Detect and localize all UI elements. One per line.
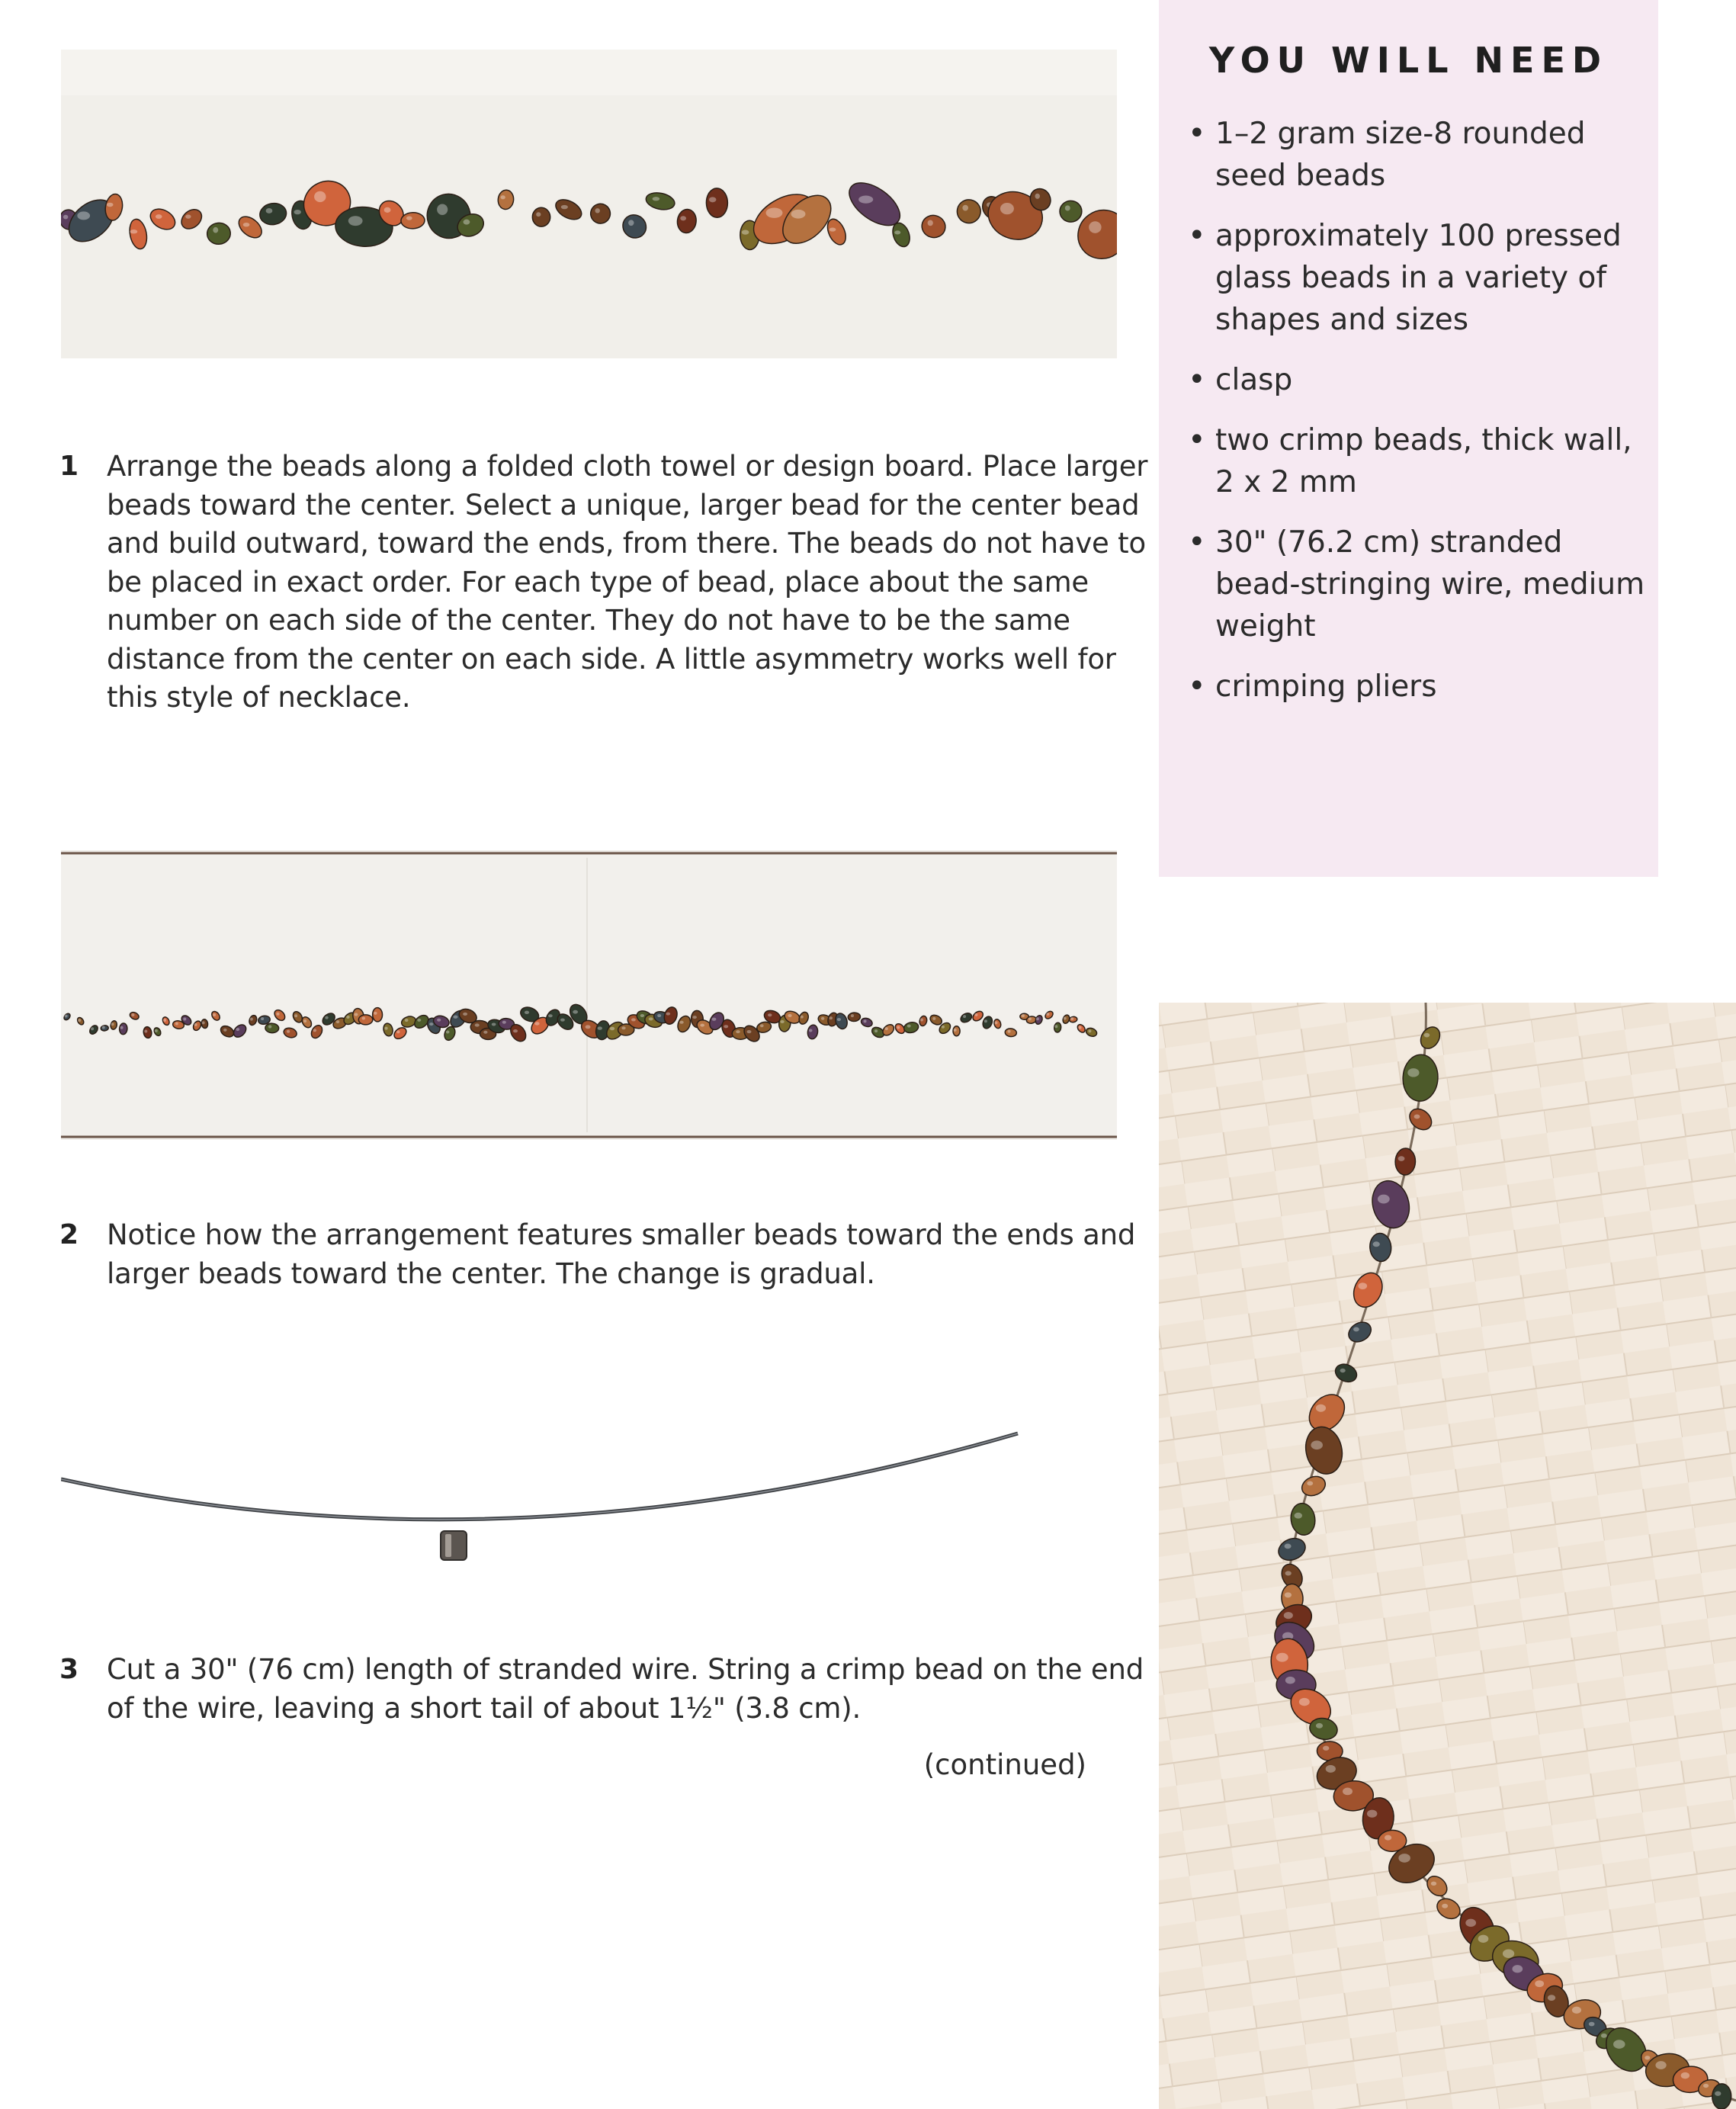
bead-highlight bbox=[984, 1019, 987, 1022]
bead-highlight bbox=[1340, 1369, 1346, 1372]
bead-highlight bbox=[700, 1024, 704, 1027]
bead-highlight bbox=[1442, 1904, 1448, 1908]
bead-highlight bbox=[1681, 2072, 1689, 2079]
bead-highlight bbox=[1424, 1033, 1430, 1038]
bead bbox=[265, 1023, 279, 1033]
bead-highlight bbox=[1378, 1195, 1390, 1204]
bead-highlight bbox=[1285, 1571, 1292, 1575]
bead-highlight bbox=[464, 220, 470, 225]
bead-highlight bbox=[894, 230, 900, 234]
continued-label: (continued) bbox=[923, 1748, 1086, 1781]
bead-highlight bbox=[631, 1018, 636, 1021]
bead-highlight bbox=[156, 214, 162, 219]
bead-highlight bbox=[77, 211, 90, 220]
bead-highlight bbox=[709, 197, 717, 202]
bead-highlight bbox=[692, 1016, 697, 1019]
bead-highlight bbox=[1276, 1653, 1288, 1662]
bead bbox=[401, 212, 425, 229]
bead-highlight bbox=[111, 1022, 114, 1026]
bead-highlight bbox=[261, 1017, 264, 1020]
bead-highlight bbox=[1295, 1513, 1302, 1519]
bead-highlight bbox=[475, 1023, 480, 1026]
bead-highlight bbox=[1601, 2034, 1607, 2038]
bead-highlight bbox=[463, 1013, 467, 1016]
bead-highlight bbox=[336, 1020, 340, 1023]
bead-highlight bbox=[1343, 1788, 1353, 1796]
bead-highlight bbox=[144, 1029, 147, 1032]
bead bbox=[1712, 2083, 1731, 2109]
bead-highlight bbox=[501, 195, 505, 199]
bead-highlight bbox=[1645, 2056, 1650, 2059]
bead-highlight bbox=[1323, 1746, 1329, 1751]
bead-highlight bbox=[1079, 1026, 1082, 1029]
bead-highlight bbox=[483, 1031, 487, 1034]
bead-highlight bbox=[453, 1016, 457, 1019]
bead-highlight bbox=[346, 1016, 350, 1019]
bead-highlight bbox=[1465, 1919, 1476, 1927]
bead-highlight bbox=[1655, 2061, 1666, 2069]
bead-highlight bbox=[679, 1021, 683, 1024]
bead-highlight bbox=[680, 216, 686, 220]
bead-highlight bbox=[640, 1014, 644, 1017]
supply-item: • clasp bbox=[1188, 359, 1645, 401]
bead-highlight bbox=[736, 1030, 740, 1033]
bead-highlight bbox=[657, 1014, 661, 1017]
bead-highlight bbox=[858, 196, 873, 204]
bead-highlight bbox=[374, 1012, 377, 1015]
bead-highlight bbox=[1503, 1949, 1514, 1957]
bead-highlight bbox=[268, 1026, 271, 1029]
bead bbox=[532, 207, 551, 227]
bead-highlight bbox=[954, 1029, 957, 1032]
bead-highlight bbox=[932, 1017, 935, 1020]
supply-item: • approximately 100 pressed glass beads in a variety of shapes and sizes bbox=[1188, 215, 1645, 341]
bead-highlight bbox=[724, 1025, 728, 1028]
bead-highlight bbox=[91, 1027, 94, 1030]
bead-highlight bbox=[354, 1013, 358, 1016]
bead-highlight bbox=[573, 1010, 578, 1014]
bead bbox=[373, 1007, 383, 1022]
bead-highlight bbox=[649, 1017, 653, 1020]
bead bbox=[1395, 1148, 1416, 1176]
bead-highlight bbox=[78, 1019, 81, 1022]
bead-highlight bbox=[974, 1013, 977, 1016]
bead-highlight bbox=[202, 1021, 205, 1024]
bead-highlight bbox=[829, 1016, 833, 1019]
bead-highlight bbox=[1035, 194, 1040, 199]
bead-highlight bbox=[711, 1018, 716, 1021]
bead-highlight bbox=[1307, 1481, 1313, 1485]
bead-highlight bbox=[406, 216, 412, 220]
bead-highlight bbox=[405, 1019, 409, 1022]
bead-highlight bbox=[384, 1027, 387, 1030]
bead-highlight bbox=[1715, 2091, 1721, 2096]
bead-highlight bbox=[1572, 2007, 1581, 2014]
supply-item: • crimping pliers bbox=[1188, 666, 1645, 708]
bead-highlight bbox=[1385, 1835, 1391, 1841]
step-number: 1 bbox=[59, 451, 79, 482]
bead-highlight bbox=[586, 1025, 591, 1029]
bead-highlight bbox=[1285, 1592, 1292, 1597]
bead-highlight bbox=[928, 220, 933, 226]
bead-highlight bbox=[102, 1026, 105, 1029]
bead-highlight bbox=[801, 1016, 804, 1019]
step-text: Notice how the arrangement features smaller beads toward the ends and larger beads toward the center. The change is gradual. bbox=[107, 1218, 1136, 1290]
bead-highlight bbox=[446, 1031, 450, 1034]
bead-highlight bbox=[548, 1014, 553, 1017]
bead-highlight bbox=[1070, 1017, 1073, 1020]
bead-highlight bbox=[666, 1013, 670, 1016]
supply-list bbox=[1188, 113, 1645, 726]
bead-highlight bbox=[963, 1015, 966, 1018]
bead-highlight bbox=[1054, 1025, 1057, 1028]
bead-highlight bbox=[1478, 1935, 1489, 1943]
bead-highlight bbox=[760, 1024, 764, 1027]
bead-highlight bbox=[1064, 1016, 1067, 1019]
bead-highlight bbox=[1046, 1013, 1049, 1016]
bead-highlight bbox=[628, 220, 634, 226]
bead-highlight bbox=[534, 1022, 539, 1025]
bead-highlight bbox=[1613, 2040, 1625, 2049]
bead-highlight bbox=[536, 212, 541, 217]
bead-highlight bbox=[768, 1013, 772, 1016]
bead-highlight bbox=[1311, 1440, 1323, 1449]
bead-highlight bbox=[131, 1013, 134, 1016]
bead-highlight bbox=[175, 1022, 178, 1025]
bead-highlight bbox=[788, 1014, 791, 1017]
bead-highlight bbox=[1285, 1544, 1292, 1549]
bead-highlight bbox=[361, 1016, 365, 1019]
bead-highlight bbox=[1022, 1014, 1025, 1017]
bead-highlight bbox=[1316, 1404, 1326, 1412]
supply-item: • 30" (76.2 cm) stranded bead-stringing wire, medium weight bbox=[1188, 522, 1645, 647]
bead-highlight bbox=[885, 1027, 888, 1030]
bead-highlight bbox=[513, 1029, 518, 1032]
bead-highlight bbox=[1036, 1017, 1039, 1020]
bead-highlight bbox=[1548, 1995, 1555, 2001]
bead-highlight bbox=[185, 214, 191, 218]
bead-highlight bbox=[747, 1030, 752, 1033]
bead-highlight bbox=[610, 1027, 614, 1031]
bead-highlight bbox=[223, 1029, 227, 1032]
you-will-need-panel bbox=[1159, 0, 1658, 877]
bead-highlight bbox=[621, 1026, 625, 1029]
bead-highlight bbox=[851, 1014, 854, 1017]
photo-bead-closeup bbox=[61, 50, 1117, 358]
bead-highlight bbox=[250, 1018, 253, 1021]
bead-highlight bbox=[837, 1018, 841, 1021]
photo-wire-crimp bbox=[61, 1418, 1029, 1571]
bead-highlight bbox=[560, 1019, 565, 1022]
bead-highlight bbox=[995, 1021, 998, 1024]
bead-highlight bbox=[1398, 1156, 1405, 1161]
bead-highlight bbox=[791, 210, 806, 219]
supply-item: • 1–2 gram size-8 rounded seed beads bbox=[1188, 113, 1645, 197]
panel-title: YOU WILL NEED bbox=[1208, 40, 1609, 81]
bead-highlight bbox=[874, 1029, 878, 1032]
bead-highlight bbox=[1299, 1698, 1310, 1706]
bead-highlight bbox=[1703, 2084, 1709, 2088]
bead-highlight bbox=[163, 1019, 166, 1022]
bead-highlight bbox=[213, 1013, 216, 1016]
bead-highlight bbox=[384, 207, 391, 213]
bead-highlight bbox=[1000, 203, 1014, 214]
bead-highlight bbox=[65, 1014, 68, 1017]
bead-highlight bbox=[1589, 2022, 1595, 2027]
bead-highlight bbox=[1316, 1723, 1323, 1729]
bead-highlight bbox=[1512, 1965, 1523, 1973]
bead-highlight bbox=[1008, 1030, 1011, 1033]
bead-highlight bbox=[325, 1016, 328, 1019]
bead-highlight bbox=[1398, 1854, 1410, 1863]
bead-highlight bbox=[213, 227, 218, 233]
bead-highlight bbox=[437, 1019, 441, 1022]
step-number: 3 bbox=[59, 1654, 79, 1685]
bead-highlight bbox=[766, 207, 783, 217]
photo-finished-necklace bbox=[1159, 1003, 1736, 2109]
bead-highlight bbox=[561, 205, 568, 209]
bead-highlight bbox=[120, 1026, 124, 1029]
bead-highlight bbox=[396, 1030, 400, 1033]
bead-highlight bbox=[194, 1023, 197, 1026]
bead-highlight bbox=[502, 1021, 506, 1024]
bead-highlight bbox=[1089, 221, 1101, 233]
bead-highlight bbox=[277, 1013, 280, 1016]
bead-highlight bbox=[417, 1019, 421, 1022]
bead-highlight bbox=[907, 1025, 911, 1028]
bead-highlight bbox=[1407, 1068, 1419, 1077]
bead-highlight bbox=[1326, 1765, 1336, 1773]
bead-highlight bbox=[183, 1018, 186, 1021]
bead-highlight bbox=[942, 1026, 945, 1029]
photo-bead-arrangement bbox=[61, 850, 1117, 1140]
bead-highlight bbox=[920, 1019, 923, 1022]
bead-highlight bbox=[266, 208, 273, 213]
bead-highlight bbox=[429, 1022, 433, 1026]
bead-highlight bbox=[243, 223, 250, 226]
bead-highlight bbox=[437, 204, 448, 215]
supply-item: • two crimp beads, thick wall, 2 x 2 mm bbox=[1188, 419, 1645, 503]
bead-highlight bbox=[1285, 1677, 1295, 1684]
bead-highlight bbox=[1065, 205, 1070, 210]
bead-highlight bbox=[742, 230, 749, 234]
bead-highlight bbox=[1535, 1980, 1544, 1987]
bead-highlight bbox=[1373, 1241, 1380, 1247]
bead-highlight bbox=[1088, 1029, 1091, 1032]
bead-highlight bbox=[1028, 1017, 1032, 1020]
bead-highlight bbox=[63, 215, 68, 220]
step-text: Arrange the beads along a folded cloth towel or design board. Place larger beads toward the center. Select a unique, larger bead for the center bead and build outward, toward the ends, from there. The beads do not have to be placed in exact order. For each type of bead, place about the same number on each side of the center. They do not have to be the same distance from the center on each side. A little asymmetry works well for this style of necklace. bbox=[107, 450, 1148, 714]
bead bbox=[358, 1015, 372, 1025]
bead-highlight bbox=[809, 1029, 813, 1032]
bead-highlight bbox=[130, 230, 137, 233]
bead-highlight bbox=[1431, 1882, 1436, 1886]
bead-highlight bbox=[829, 227, 836, 231]
bead-highlight bbox=[313, 1029, 316, 1032]
bead-highlight bbox=[864, 1019, 867, 1022]
bead-highlight bbox=[962, 205, 968, 211]
bead-highlight bbox=[348, 216, 363, 226]
bead-highlight bbox=[314, 191, 326, 202]
bead-highlight bbox=[1414, 1114, 1420, 1119]
step-text: Cut a 30" (76 cm) length of stranded wire. String a crimp bead on the end of the wire, leaving a short tail of about 1½" (3.8 cm). bbox=[107, 1653, 1144, 1725]
bead bbox=[119, 1023, 127, 1035]
bead-highlight bbox=[236, 1028, 239, 1031]
bead-highlight bbox=[897, 1026, 900, 1029]
bead-highlight bbox=[294, 210, 301, 214]
bead-highlight bbox=[492, 1022, 496, 1026]
bead-highlight bbox=[821, 1017, 824, 1020]
step-number: 2 bbox=[59, 1219, 79, 1250]
bead-highlight bbox=[1353, 1327, 1359, 1332]
bead-highlight bbox=[155, 1029, 158, 1032]
bead bbox=[706, 188, 728, 218]
bead-highlight bbox=[1358, 1282, 1367, 1289]
bead bbox=[848, 1012, 861, 1022]
bead-highlight bbox=[294, 1014, 297, 1017]
bead-highlight bbox=[1284, 1612, 1293, 1619]
bead bbox=[1060, 201, 1083, 223]
bead-highlight bbox=[107, 203, 114, 207]
bead-highlight bbox=[303, 1019, 306, 1022]
bead-highlight bbox=[1367, 1810, 1377, 1818]
bead-highlight bbox=[287, 1030, 290, 1033]
bead-highlight bbox=[525, 1011, 529, 1014]
bead-highlight bbox=[595, 208, 599, 213]
bead-highlight bbox=[653, 197, 660, 201]
bead-highlight bbox=[780, 1020, 784, 1023]
bead-highlight bbox=[598, 1026, 602, 1029]
